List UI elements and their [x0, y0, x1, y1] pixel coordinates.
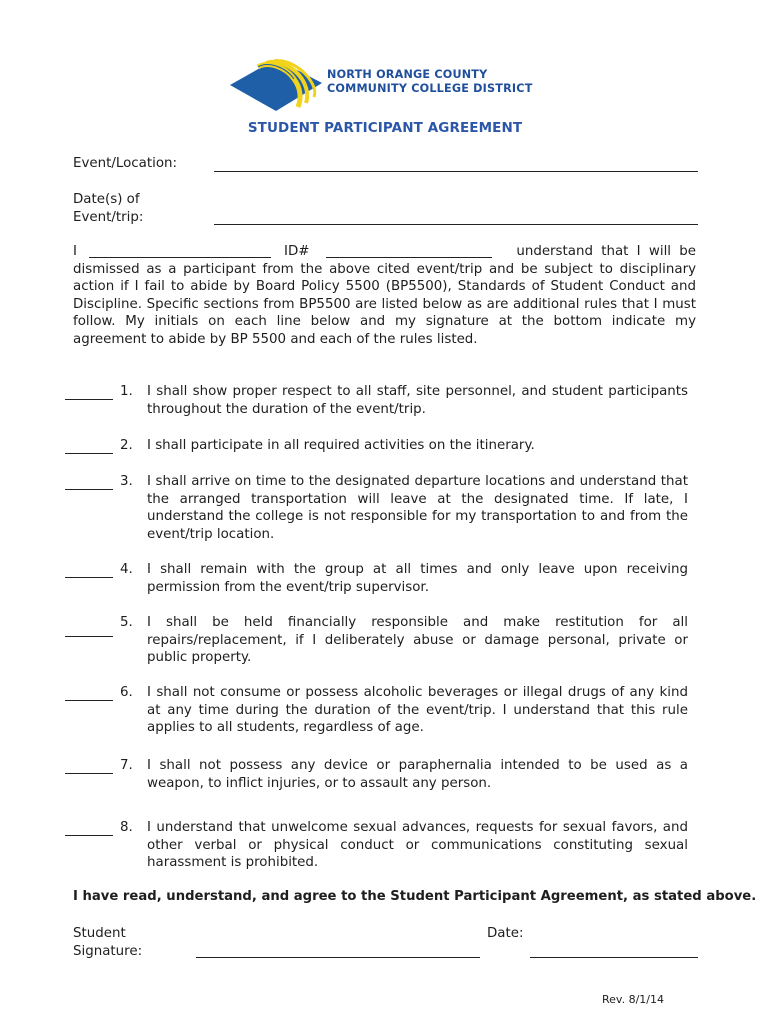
intro-understand: understand that I will be [516, 244, 696, 259]
rule-text-3: I shall arrive on time to the designated departure locations and understand that the arranged transportation will leave at the designated time. If late, I understand the college is not responsible for my transportation to and from the event/trip location. [147, 474, 688, 542]
initials-field-3[interactable] [65, 489, 113, 490]
student-name-field[interactable] [89, 245, 271, 258]
initials-field-8[interactable] [65, 835, 113, 836]
initials-field-1[interactable] [65, 399, 113, 400]
rule-number-1: 1. [120, 384, 133, 399]
rule-number-8: 8. [120, 820, 133, 835]
signature-label [73, 925, 142, 960]
signature-label-line2: Signature: [73, 943, 143, 959]
rule-number-3: 3. [120, 474, 133, 489]
page-title: STUDENT PARTICIPANT AGREEMENT [247, 120, 523, 136]
signature-label-line1: Student [73, 926, 126, 941]
intro-paragraph: dismissed as a participant from the above cited event/trip and be subject to disciplinary action if I fail to abide by Board Policy 5500 (BP5500), Standards of Student Conduct and Discipline. Specific sections from BP5500 are listed below as are additional rules that I must follow. My initials on each line below and my signature at the bottom indicate my agreement to abide by BP 5500 and each of the rules listed. [73, 262, 696, 347]
dates-label [73, 191, 143, 226]
signature-field[interactable] [196, 957, 480, 958]
rule-number-4: 4. [120, 562, 133, 577]
rule-text-1: I shall show proper respect to all staff, site personnel, and student participants throughout the duration of the event/trip. [147, 384, 688, 417]
dates-label-line1: Date(s) of [73, 192, 140, 207]
district-logo [228, 57, 324, 113]
initials-field-2[interactable] [65, 453, 113, 454]
event-location-field[interactable] [214, 171, 698, 172]
district-name-line1: NORTH ORANGE COUNTY [327, 68, 488, 81]
date-label: Date: [487, 926, 524, 941]
intro-first-line [73, 243, 696, 261]
rule-text-8: I understand that unwelcome sexual advances, requests for sexual favors, and other verbal or physical conduct or communications constituting sexual harassment is prohibited. [147, 820, 688, 870]
district-logo-mark-icon [228, 57, 324, 113]
initials-field-5[interactable] [65, 636, 113, 637]
agreement-statement: I have read, understand, and agree to the Student Participant Agreement, as stated above. [73, 889, 757, 904]
initials-field-6[interactable] [65, 700, 113, 701]
rule-text-4: I shall remain with the group at all times and only leave upon receiving permission from the event/trip supervisor. [147, 562, 688, 595]
initials-field-7[interactable] [65, 773, 113, 774]
rule-text-6: I shall not consume or possess alcoholic beverages or illegal drugs of any kind at any time during the duration of the event/trip. I understand that this rule applies to all students, regardless of age. [147, 685, 688, 735]
dates-label-line2: Event/trip: [73, 209, 144, 225]
rule-number-6: 6. [120, 685, 133, 700]
initials-field-4[interactable] [65, 577, 113, 578]
event-location-label: Event/Location: [73, 156, 178, 171]
district-name-line2: COMMUNITY COLLEGE DISTRICT [327, 81, 533, 95]
rule-number-2: 2. [120, 438, 133, 453]
dates-field[interactable] [214, 224, 698, 225]
rule-text-5: I shall be held financially responsible and make restitution for all repairs/replacement, if I deliberately abuse or damage personal, private or public property. [147, 615, 688, 665]
rule-text-7: I shall not possess any device or paraphernalia intended to be used as a weapon, to inflict injuries, or to assault any person. [147, 758, 688, 791]
intro-id-label: ID# [284, 244, 310, 259]
student-id-field[interactable] [326, 245, 492, 258]
rule-number-5: 5. [120, 615, 133, 630]
intro-i: I [73, 244, 77, 259]
date-field[interactable] [530, 957, 698, 958]
rule-text-2: I shall participate in all required activities on the itinerary. [147, 438, 535, 453]
revision-label: Rev. 8/1/14 [602, 993, 664, 1006]
district-name [327, 68, 533, 95]
rule-number-7: 7. [120, 758, 133, 773]
